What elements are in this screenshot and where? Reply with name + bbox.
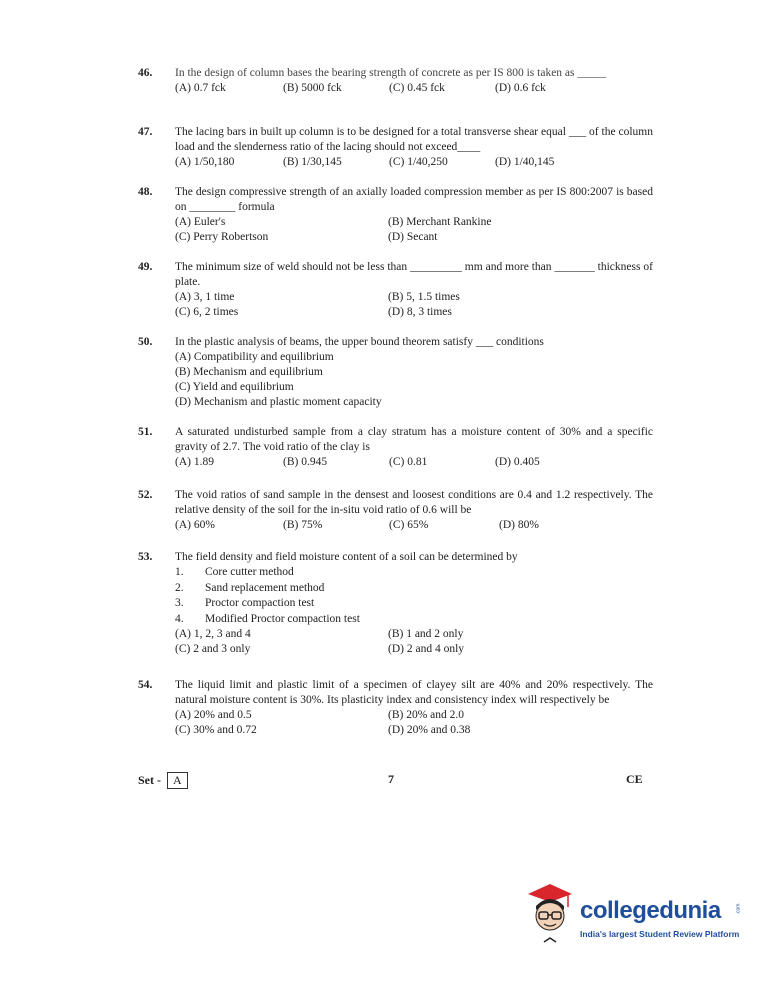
option-a: (A) 1.89 (175, 456, 214, 468)
set-value: A (167, 772, 188, 789)
option-b: (B) 5, 1.5 times (388, 291, 460, 303)
option-d: (D) 80% (499, 519, 539, 531)
option-c-text: (C) Yield and equilibrium (175, 381, 294, 393)
list-number: 1. (175, 566, 184, 578)
subject-code: CE (626, 772, 643, 786)
option-c: (C) 0.81 (389, 456, 428, 468)
option-a-text: (A) Compatibility and equilibrium (175, 351, 334, 363)
options-row (175, 81, 653, 96)
options-row (175, 290, 653, 305)
question-stem: The field density and field moisture content of a soil can be determined by (175, 551, 518, 563)
option-a: (A) Euler's (175, 216, 226, 228)
option-d: (D) 20% and 0.38 (388, 724, 471, 736)
question-number: 47. (138, 126, 153, 138)
option-d: (D) 1/40,145 (495, 156, 555, 168)
list-item (175, 596, 653, 612)
options-row (175, 230, 653, 245)
question-number: 49. (138, 261, 153, 273)
question-number: 50. (138, 336, 153, 348)
question-number: 48. (138, 186, 153, 198)
question-stem: In the plastic analysis of beams, the upper bound theorem satisfy ___ conditions (175, 336, 544, 348)
option-b: (B) 1 and 2 only (388, 628, 464, 640)
list-text: Core cutter method (205, 566, 294, 578)
option-c (175, 380, 653, 395)
option-c: (C) 1/40,250 (389, 156, 448, 168)
method-list (175, 565, 653, 627)
option-d: (D) 2 and 4 only (388, 643, 465, 655)
option-a (175, 350, 653, 365)
question-number: 51. (138, 426, 153, 438)
option-b: (B) 5000 fck (283, 82, 342, 94)
option-a: (A) 0.7 fck (175, 82, 226, 94)
brand-suffix: .com (735, 903, 742, 915)
question-number: 46. (138, 67, 153, 79)
option-b: (B) 0.945 (283, 456, 328, 468)
option-b: (B) Merchant Rankine (388, 216, 492, 228)
list-item (175, 612, 653, 628)
student-mascot-icon (520, 880, 580, 950)
option-c: (C) Perry Robertson (175, 231, 269, 243)
list-number: 3. (175, 597, 184, 609)
question-number: 53. (138, 551, 153, 563)
list-number: 4. (175, 612, 184, 625)
options-row (175, 642, 653, 657)
option-a: (A) 1/50,180 (175, 156, 235, 168)
options-row (175, 215, 653, 230)
list-item (175, 581, 653, 597)
option-d (175, 395, 653, 410)
option-d: (D) 0.6 fck (495, 82, 546, 94)
option-c: (C) 65% (389, 519, 429, 531)
options-row (175, 305, 653, 320)
option-c: (C) 0.45 fck (389, 82, 445, 94)
options-row (175, 627, 653, 642)
option-a: (A) 20% and 0.5 (175, 709, 252, 721)
question-stem: The design compressive strength of an axially loaded compression member as per IS 800:2007 is based on ________ formula (175, 186, 653, 213)
brand-tagline: India's largest Student Review Platform (580, 929, 740, 939)
page-number: 7 (388, 772, 394, 786)
list-text: Sand replacement method (205, 581, 325, 594)
option-a: (A) 3, 1 time (175, 291, 235, 303)
set-label: Set - (138, 773, 161, 787)
question-number: 52. (138, 489, 153, 501)
list-text: Modified Proctor compaction test (205, 612, 360, 625)
option-b: (B) 1/30,145 (283, 156, 342, 168)
list-number: 2. (175, 581, 184, 594)
option-c: (C) 2 and 3 only (175, 643, 251, 655)
list-item (175, 565, 653, 581)
option-a: (A) 1, 2, 3 and 4 (175, 628, 251, 640)
option-b (175, 365, 653, 380)
question-number: 54. (138, 679, 153, 691)
options-row (175, 518, 653, 533)
option-b-text: (B) Mechanism and equilibrium (175, 366, 323, 378)
brand-name: collegedunia (580, 897, 721, 924)
question-stem: The lacing bars in built up column is to be designed for a total transverse shear equal ___ of the column load and the slenderness ratio of the lacing should not exceed____ (175, 126, 653, 153)
page-footer (138, 772, 658, 792)
option-d: (D) Secant (388, 231, 438, 243)
question-stem: The liquid limit and plastic limit of a specimen of clayey silt are 40% and 20% respectively. The natural moisture content is 30%. Its plasticity index and consistency index will respectively be (175, 679, 653, 706)
option-d-text: (D) Mechanism and plastic moment capacity (175, 396, 382, 408)
option-c: (C) 30% and 0.72 (175, 724, 257, 736)
options-row (175, 155, 653, 170)
question-stem: The void ratios of sand sample in the densest and loosest conditions are 0.4 and 1.2 respectively. The relative density of the soil for the in-situ void ratio of 0.6 will be (175, 489, 653, 516)
option-a: (A) 60% (175, 519, 215, 531)
set-indicator (138, 772, 188, 789)
options-row (175, 455, 653, 470)
collegedunia-logo (520, 880, 745, 950)
question-stem: The minimum size of weld should not be less than _________ mm and more than _______ thickness of plate. (175, 261, 653, 288)
list-text: Proctor compaction test (205, 597, 315, 609)
options-row (175, 708, 653, 723)
option-b: (B) 20% and 2.0 (388, 709, 465, 721)
option-c: (C) 6, 2 times (175, 306, 239, 318)
question-stem: In the design of column bases the bearing strength of concrete as per IS 800 is taken as _____ (175, 67, 607, 79)
option-d: (D) 8, 3 times (388, 306, 452, 318)
question-stem: A saturated undisturbed sample from a clay stratum has a moisture content of 30% and a specific gravity of 2.7. The void ratio of the clay is (175, 426, 653, 453)
options-row (175, 723, 653, 738)
option-b: (B) 75% (283, 519, 323, 531)
option-d: (D) 0.405 (495, 456, 540, 468)
